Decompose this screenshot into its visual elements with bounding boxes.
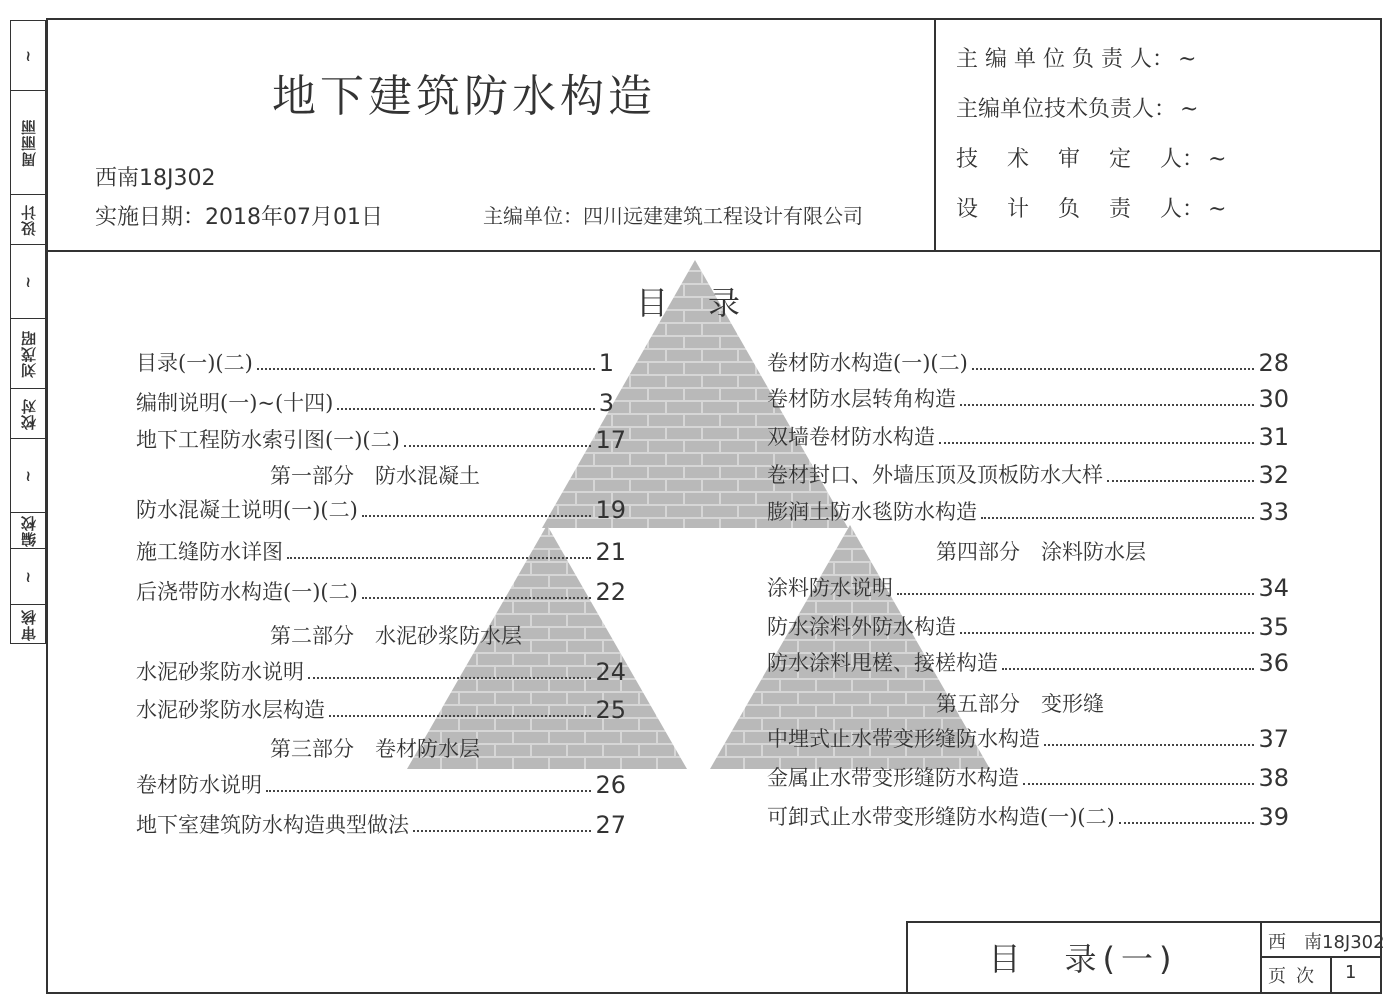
editor-unit: 主编单位：四川远建建筑工程设计有限公司 xyxy=(483,204,863,228)
title-block-page-label: 页次 xyxy=(1268,966,1324,987)
title-block-divider xyxy=(1260,956,1380,958)
toc-entry: 后浇带防水构造(一)(二) 22 xyxy=(136,578,626,606)
toc-entry: 卷材防水说明 26 xyxy=(136,771,626,799)
margin-signature-strip xyxy=(10,20,46,644)
toc-entry: 防水涂料外防水构造 35 xyxy=(767,613,1289,641)
section-heading: 第三部分 卷材防水层 xyxy=(270,737,480,761)
section-heading: 第二部分 水泥砂浆防水层 xyxy=(270,624,522,648)
implementation-date: 实施日期：2018年07月01日 xyxy=(95,205,383,230)
strip-cell-liumaozhao: 刘茂昭 xyxy=(11,319,45,389)
strip-cell-edit: 编校 xyxy=(11,513,45,549)
page-title: 地下建筑防水构造 xyxy=(272,71,656,122)
standard-code: 西南18J302 xyxy=(95,166,216,191)
toc-entry: 可卸式止水带变形缝防水构造(一)(二) 39 xyxy=(767,803,1289,831)
strip-signature-3: ~ xyxy=(11,439,45,513)
strip-cell-zhoulili: 周丽丽 xyxy=(11,91,45,195)
title-block-page-number: 1 xyxy=(1345,962,1357,983)
title-block-title: 目 录(一) xyxy=(988,939,1178,978)
sign-row-tech-head: 主编单位技术负责人： ~ xyxy=(956,97,1199,122)
sign-row-design-head: 设 计 负 责 人： ~ xyxy=(956,197,1227,222)
strip-signature-1: ~ xyxy=(11,21,45,91)
sign-row-unit-head: 主 编 单 位 负 责 人： ~ xyxy=(956,47,1197,72)
handwritten-signature: ~ xyxy=(1207,197,1227,222)
toc-entry: 地下工程防水索引图(一)(二) 17 xyxy=(136,426,626,454)
toc-entry: 中埋式止水带变形缝防水构造 37 xyxy=(767,725,1289,753)
toc-entry: 卷材防水构造(一)(二) 28 xyxy=(767,349,1289,377)
toc-entry: 卷材封口、外墙压顶及顶板防水大样 32 xyxy=(767,461,1289,489)
toc-entry: 膨润土防水毯防水构造 33 xyxy=(767,498,1289,526)
toc-entry: 水泥砂浆防水层构造 25 xyxy=(136,696,626,724)
strip-signature-4: ~ xyxy=(11,549,45,605)
section-heading: 第五部分 变形缝 xyxy=(936,692,1104,716)
strip-cell-proofread: 校对 xyxy=(11,389,45,439)
toc-title: 目录 xyxy=(636,284,781,322)
handwritten-signature: ~ xyxy=(1177,47,1197,72)
strip-cell-review: 审核 xyxy=(19,609,38,641)
toc-entry: 地下室建筑防水构造典型做法 27 xyxy=(136,811,626,839)
toc-entry: 卷材防水层转角构造 30 xyxy=(767,385,1289,413)
toc-entry: 防水混凝土说明(一)(二) 19 xyxy=(136,496,626,524)
toc-entry: 防水涂料甩槎、接槎构造 36 xyxy=(767,649,1289,677)
title-block-divider xyxy=(1330,956,1332,992)
section-heading: 第一部分 防水混凝土 xyxy=(270,464,480,488)
toc-entry: 编制说明(一)~(十四) 3 xyxy=(136,389,614,417)
toc-entry: 施工缝防水详图 21 xyxy=(136,538,626,566)
toc-entry: 金属止水带变形缝防水构造 38 xyxy=(767,764,1289,792)
toc-entry: 涂料防水说明 34 xyxy=(767,574,1289,602)
toc-entry: 双墙卷材防水构造 31 xyxy=(767,423,1289,451)
strip-signature-2: ~ xyxy=(11,245,45,319)
handwritten-signature: ~ xyxy=(1180,97,1199,122)
header-divider xyxy=(934,20,936,250)
sign-row-tech-review: 技 术 审 定 人： ~ xyxy=(956,147,1227,172)
strip-cell-design: 设计 xyxy=(11,195,45,245)
title-block-code: 西 南18J302 xyxy=(1268,932,1385,953)
handwritten-signature: ~ xyxy=(1207,147,1227,172)
toc-entry: 水泥砂浆防水说明 24 xyxy=(136,658,626,686)
toc-entry: 目录(一)(二) 1 xyxy=(136,349,614,377)
section-heading: 第四部分 涂料防水层 xyxy=(936,540,1146,564)
